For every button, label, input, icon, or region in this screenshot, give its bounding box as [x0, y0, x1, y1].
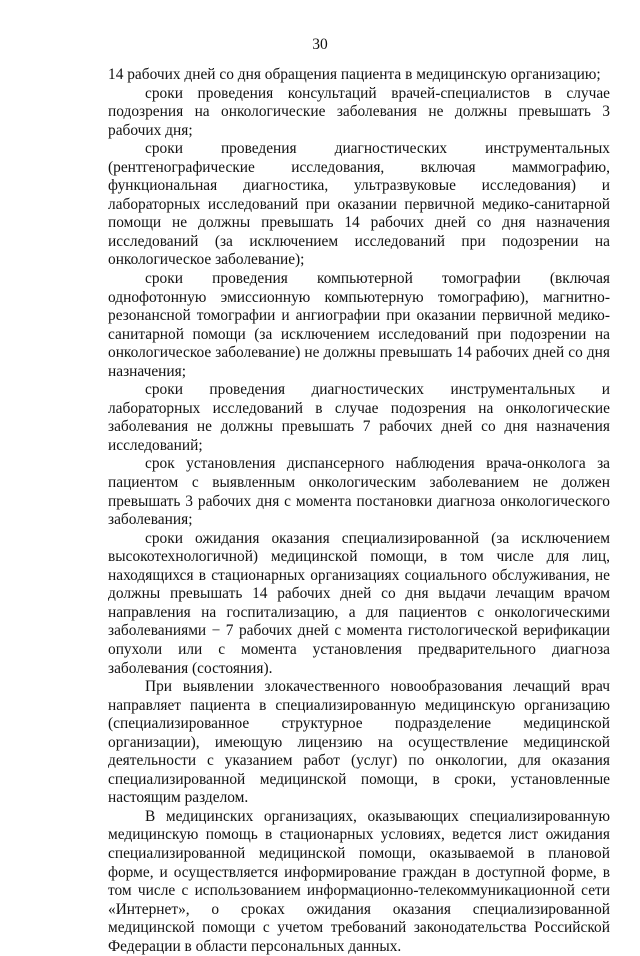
paragraph: сроки проведения диагностических инструментальных (рентгенографические исследования, включая маммографию, функциональная диагностика, ультразвуковые исследования) и лабораторных исследований при оказании первичной медико-санитарной помощи не должны превышать 14 рабочих дней со дня назначения исследований (за исключением исследований при подозрении на онкологическое заболевание); [108, 140, 610, 269]
paragraph: срок установления диспансерного наблюдения врача-онколога за пациентом с выявленным онкологическим заболеванием не должен превышать 3 рабочих дня с момента постановки диагноза онкологического заболевания; [108, 455, 610, 529]
page-number: 30 [312, 36, 328, 53]
paragraph: 14 рабочих дней со дня обращения пациента в медицинскую организацию; [108, 66, 601, 83]
paragraph: сроки ожидания оказания специализированной (за исключением высокотехнологичной) медицинской помощи, в том числе для лиц, находящихся в стационарных организациях социального обслуживания, не должны превышать 14 рабочих дней со дня выдачи лечащим врачом направления на госпитализацию, а для пациентов с онкологическими заболеваниями − 7 рабочих дней с момента гистологической верификации опухоли или с момента установления предварительного диагноза заболевания (состояния). [108, 529, 610, 677]
paragraph: В медицинских организациях, оказывающих специализированную медицинскую помощь в стационарных условиях, ведется лист ожидания специализированной медицинской помощи, оказываемой в плановой форме, и осуществляется информирование граждан в доступной форме, в том числе с использованием информационно-телекоммуникационной сети «Интернет», о сроках ожидания оказания специализированной медицинской помощи с учетом требований законодательства Российской Федерации в области персональных данных. [108, 807, 610, 955]
paragraph: При выявлении злокачественного новообразования лечащий врач направляет пациента в специализированную медицинскую организацию (специализированное структурное подразделение медицинской организации), имеющую лицензию на осуществление медицинской деятельности с указанием работ (услуг) по онкологии, для оказания специализированной медицинской помощи, в сроки, установленные настоящим разделом. [108, 678, 610, 807]
paragraph: сроки проведения компьютерной томографии (включая однофотонную эмиссионную компьютерную томографию), магнитно-резонансной томографии и ангиографии при оказании первичной медико-санитарной помощи (за исключением исследований при подозрении на онкологическое заболевание) не должны превышать 14 рабочих дней со дня назначения; [108, 270, 610, 380]
body-text [108, 66, 610, 956]
paragraph: сроки проведения консультаций врачей-специалистов в случае подозрения на онкологические заболевания не должны превышать 3 рабочих дня; [108, 84, 610, 139]
paragraph: сроки проведения диагностических инструментальных и лабораторных исследований в случае подозрения на онкологические заболевания не должны превышать 7 рабочих дней со дня назначения исследований; [108, 381, 610, 454]
